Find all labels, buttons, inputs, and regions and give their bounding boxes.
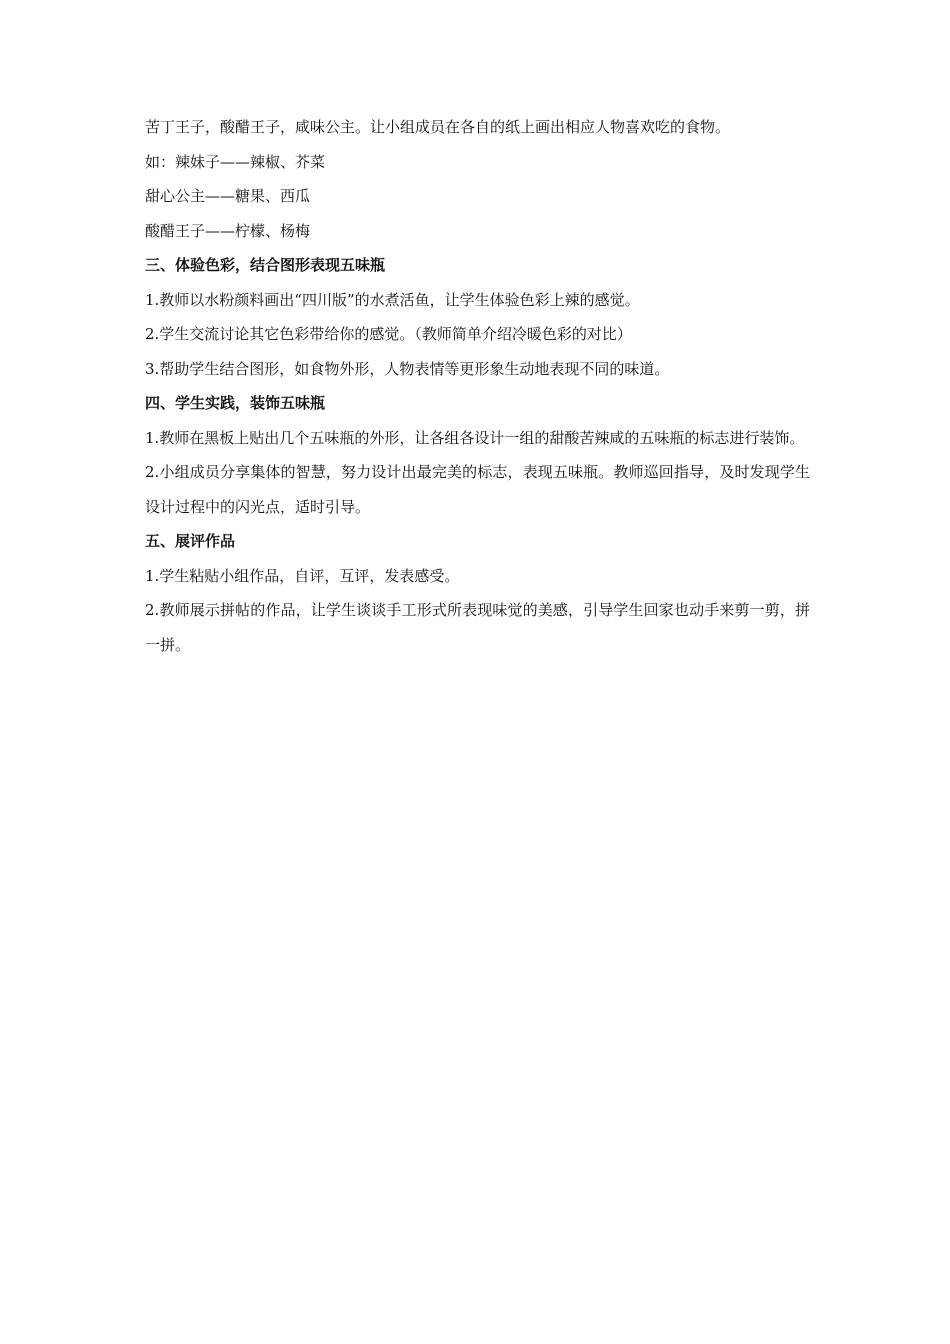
section-5 <box>145 524 810 662</box>
list-item: 2.教师展示拼帖的作品，让学生谈谈手工形式所表现味觉的美感，引导学生回家也动手来剪一剪，拼一拼。 <box>145 601 810 654</box>
paragraph-text: 苦丁王子，酸醋王子，咸味公主。让小组成员在各自的纸上画出相应人物喜欢吃的食物。 <box>145 118 731 136</box>
list-item: 3.帮助学生结合图形，如食物外形，人物表情等更形象生动地表现不同的味道。 <box>145 359 670 378</box>
paragraph-text: 甜心公主——糖果、西瓜 <box>145 187 311 205</box>
paragraph-text: 如：辣妹子——辣椒、芥菜 <box>145 152 326 171</box>
list-item: 1.教师以水粉颜料画出“四川版”的水煮活鱼，让学生体验色彩上辣的感觉。 <box>145 290 640 309</box>
paragraph-text: 酸醋王子——柠檬、杨梅 <box>145 221 311 240</box>
list-item: 2.小组成员分享集体的智慧，努力设计出最完美的标志，表现五味瓶。教师巡回指导，及时发现学生设计过程中的闪光点，适时引导。 <box>145 463 810 516</box>
section-3 <box>145 248 810 386</box>
section-heading: 三、体验色彩，结合图形表现五味瓶 <box>145 256 386 274</box>
document-page <box>145 110 810 662</box>
list-item: 1.学生粘贴小组作品，自评，互评，发表感受。 <box>145 566 460 585</box>
section-heading: 五、展评作品 <box>145 532 236 550</box>
list-item: 2.学生交流讨论其它色彩带给你的感觉。（教师简单介绍冷暖色彩的对比） <box>145 325 632 343</box>
section-4 <box>145 386 810 524</box>
section-heading: 四、学生实践，装饰五味瓶 <box>145 394 326 412</box>
list-item: 1.教师在黑板上贴出几个五味瓶的外形，让各组各设计一组的甜酸苦辣咸的五味瓶的标志进行装饰。 <box>145 428 805 447</box>
